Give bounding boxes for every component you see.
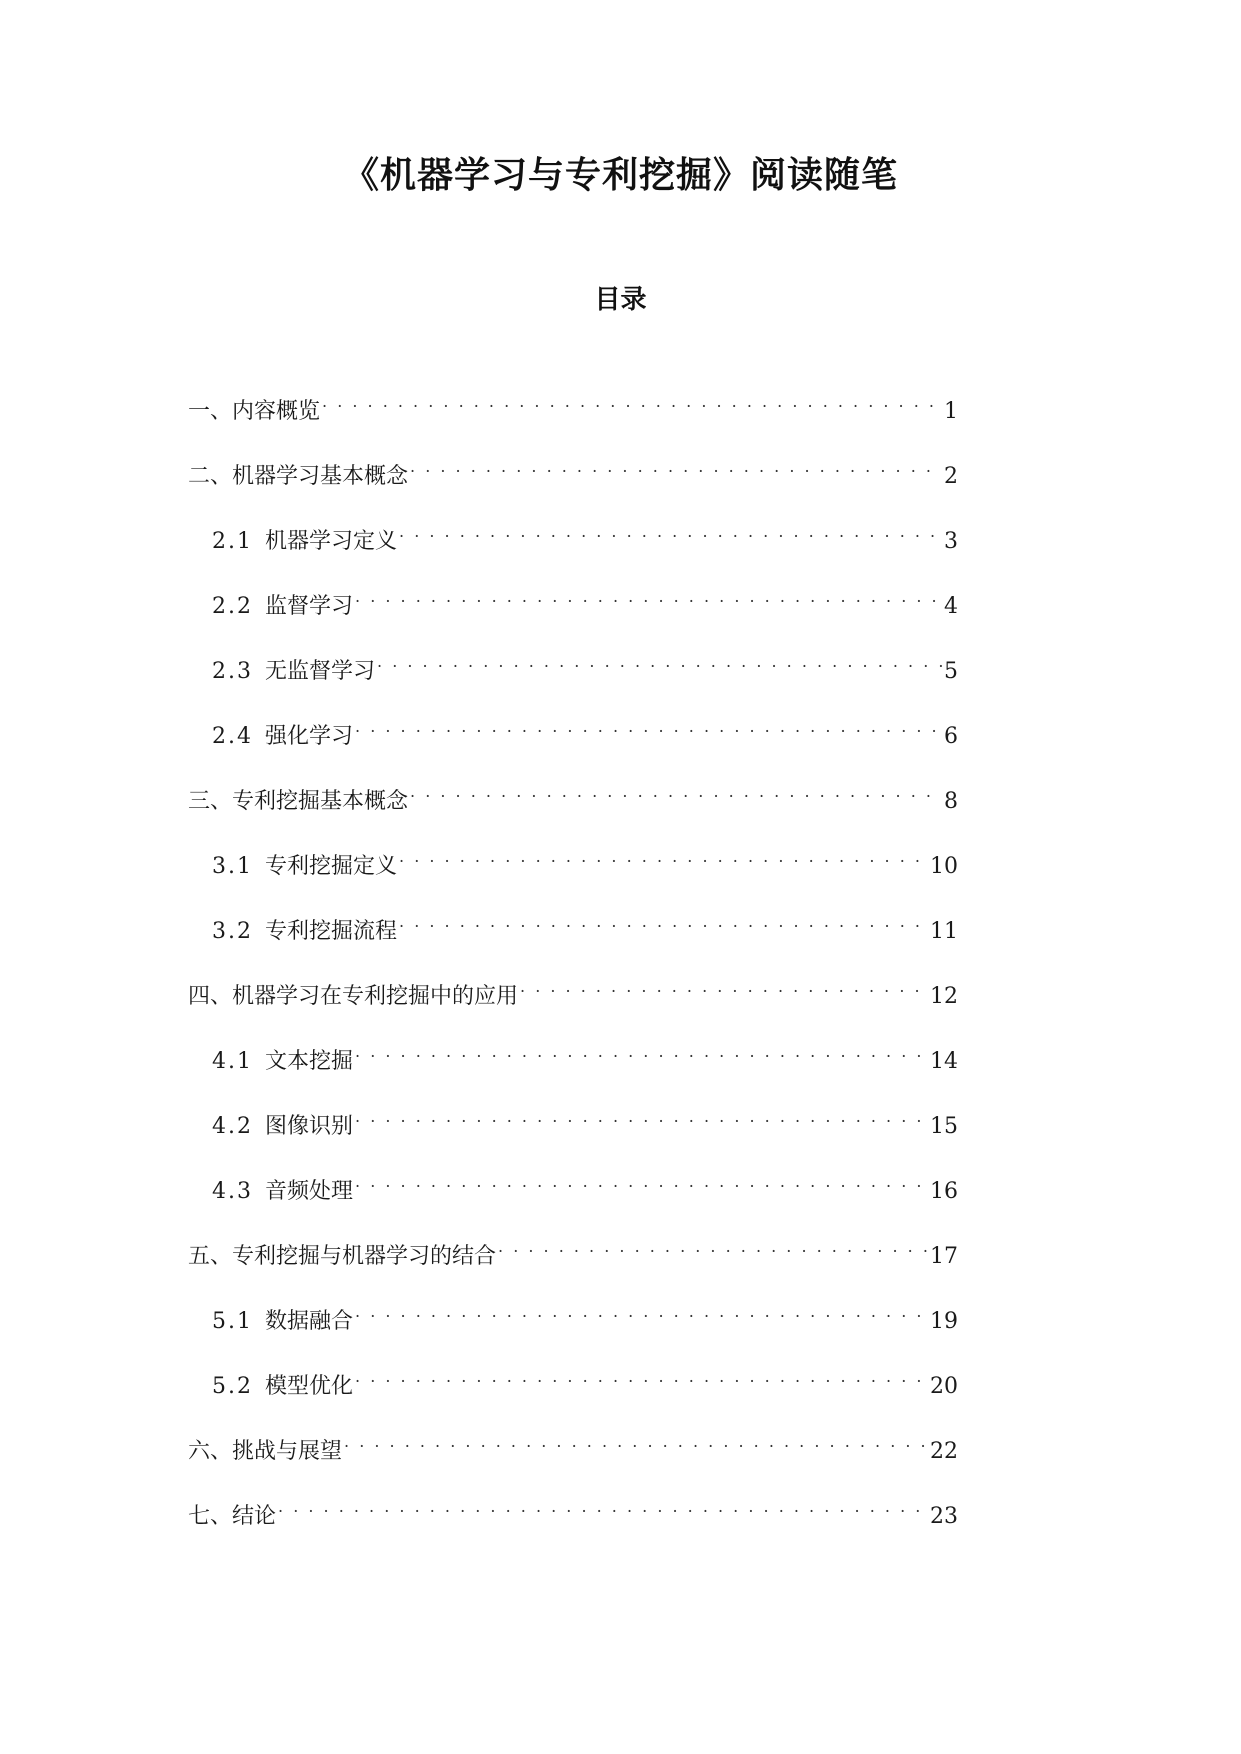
- toc-entry[interactable]: [188, 1361, 958, 1426]
- toc-entry-number: 3.2: [212, 919, 253, 944]
- toc-entry-page: 23: [930, 1504, 958, 1529]
- toc-entry-number: 3.1: [212, 854, 253, 879]
- toc-entry[interactable]: [188, 906, 958, 971]
- toc-leader-dots: [355, 1296, 928, 1328]
- toc-entry[interactable]: [188, 1101, 958, 1166]
- toc-entry-number: 2.4: [212, 724, 253, 749]
- toc-entry-number: 2.1: [212, 529, 253, 554]
- toc-entry-label: 四、机器学习在专利挖掘中的应用: [188, 984, 519, 1009]
- document-title: 《机器学习与专利挖掘》阅读随笔: [342, 155, 898, 196]
- toc-entry-label: 一、内容概览: [188, 399, 321, 424]
- toc-entry-label: 六、挑战与展望: [188, 1439, 343, 1464]
- toc-entry-page: 10: [930, 854, 958, 879]
- toc-entry-label: 五、专利挖掘与机器学习的结合: [188, 1244, 497, 1269]
- toc-entry-label: 数据融合: [265, 1309, 354, 1334]
- toc-leader-dots: [498, 1231, 928, 1263]
- toc-entry-page: 22: [930, 1439, 958, 1464]
- toc-entry[interactable]: [188, 841, 958, 906]
- toc-entry[interactable]: [188, 386, 958, 451]
- toc-entry-page: 3: [944, 529, 958, 554]
- toc-leader-dots: [520, 971, 928, 1003]
- toc-leader-dots: [399, 516, 942, 548]
- toc-leader-dots: [355, 1101, 928, 1133]
- toc-leader-dots: [410, 776, 942, 808]
- toc-entry-label: 专利挖掘流程: [265, 919, 398, 944]
- toc-leader-dots: [355, 1036, 928, 1068]
- toc-entry-number: 5.1: [212, 1309, 253, 1334]
- toc-entry-label: 监督学习: [265, 594, 354, 619]
- toc-entry-page: 14: [930, 1049, 958, 1074]
- toc-entry[interactable]: [188, 1296, 958, 1361]
- toc-entry[interactable]: [188, 1491, 958, 1556]
- toc-heading: 目录: [594, 285, 647, 315]
- toc-entry-page: 4: [944, 594, 958, 619]
- toc-entry-page: 12: [930, 984, 958, 1009]
- toc-entry-page: 11: [930, 919, 958, 944]
- toc-entry-page: 1: [944, 399, 958, 424]
- toc-entry-number: 4.2: [212, 1114, 253, 1139]
- toc-leader-dots: [399, 841, 928, 873]
- toc-entry[interactable]: [188, 451, 958, 516]
- toc-entry-page: 6: [944, 724, 958, 749]
- toc-entry-page: 15: [930, 1114, 958, 1139]
- toc-entry-page: 5: [944, 659, 958, 684]
- toc-entry-number: 4.3: [212, 1179, 253, 1204]
- toc-entry-label: 无监督学习: [265, 659, 376, 684]
- toc-entry[interactable]: [188, 1426, 958, 1491]
- toc-leader-dots: [344, 1426, 928, 1458]
- toc-entry-label: 七、结论: [188, 1504, 277, 1529]
- toc-entry-number: 5.2: [212, 1374, 253, 1399]
- toc-leader-dots: [399, 906, 928, 938]
- toc-entry-label: 模型优化: [265, 1374, 354, 1399]
- toc-entry-label: 文本挖掘: [265, 1049, 354, 1074]
- toc-entry[interactable]: [188, 646, 958, 711]
- toc-entry-label: 三、专利挖掘基本概念: [188, 789, 409, 814]
- toc-entry-label: 图像识别: [265, 1114, 354, 1139]
- toc-entry[interactable]: [188, 516, 958, 581]
- toc-entry[interactable]: [188, 1166, 958, 1231]
- toc-entry[interactable]: [188, 776, 958, 841]
- toc-entry[interactable]: [188, 1036, 958, 1101]
- toc-leader-dots: [355, 1166, 928, 1198]
- toc-entry-number: 2.3: [212, 659, 253, 684]
- toc-entry-page: 17: [930, 1244, 958, 1269]
- toc-entry-label: 强化学习: [265, 724, 354, 749]
- toc-entry[interactable]: [188, 581, 958, 646]
- toc-entry-page: 19: [930, 1309, 958, 1334]
- toc-leader-dots: [355, 581, 942, 613]
- toc-entry-page: 8: [944, 789, 958, 814]
- table-of-contents: [188, 386, 958, 1556]
- toc-entry-number: 4.1: [212, 1049, 253, 1074]
- toc-leader-dots: [355, 711, 942, 743]
- toc-entry-page: 20: [930, 1374, 958, 1399]
- toc-entry-page: 2: [944, 464, 958, 489]
- toc-entry-label: 二、机器学习基本概念: [188, 464, 409, 489]
- toc-entry-label: 专利挖掘定义: [265, 854, 398, 879]
- toc-leader-dots: [322, 386, 942, 418]
- toc-entry-label: 机器学习定义: [265, 529, 398, 554]
- toc-leader-dots: [377, 646, 942, 678]
- toc-leader-dots: [410, 451, 942, 483]
- toc-entry[interactable]: [188, 711, 958, 776]
- toc-entry[interactable]: [188, 971, 958, 1036]
- toc-entry-label: 音频处理: [265, 1179, 354, 1204]
- toc-entry-page: 16: [930, 1179, 958, 1204]
- toc-leader-dots: [355, 1361, 928, 1393]
- toc-entry-number: 2.2: [212, 594, 253, 619]
- toc-leader-dots: [278, 1491, 928, 1523]
- toc-entry[interactable]: [188, 1231, 958, 1296]
